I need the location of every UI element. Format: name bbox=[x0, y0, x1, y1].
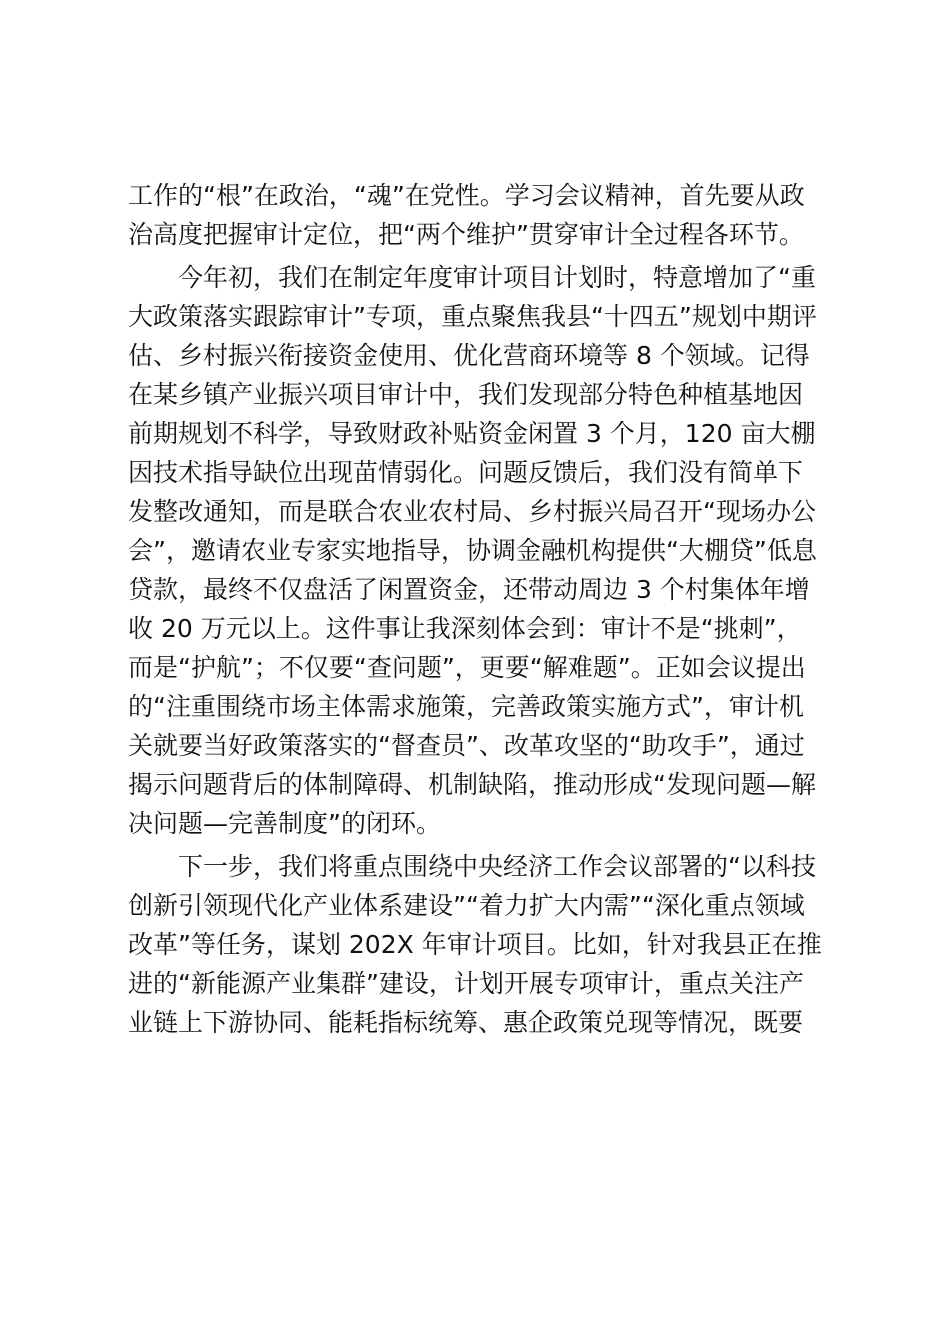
text-line: 收 20 万元以上。这件事让我深刻体会到：审计不是“挑刺”， bbox=[128, 614, 802, 643]
text-line: 会”，邀请农业专家实地指导，协调金融机构提供“大棚贷”低息 bbox=[128, 536, 817, 565]
paragraph-start-line: 今年初，我们在制定年度审计项目计划时，特意增加了“重 bbox=[128, 263, 816, 292]
text-line: 大政策落实跟踪审计”专项，重点聚焦我县“十四五”规划中期评 bbox=[128, 302, 817, 331]
text-line: 估、乡村振兴衔接资金使用、优化营商环境等 8 个领域。记得 bbox=[128, 341, 810, 370]
text-line: 关就要当好政策落实的“督查员”、改革攻坚的“助攻手”，通过 bbox=[128, 731, 805, 760]
text-line: 发整改通知，而是联合农业农村局、乡村振兴局召开“现场办公 bbox=[128, 497, 816, 526]
text-line: 贷款，最终不仅盘活了闲置资金，还带动周边 3 个村集体年增 bbox=[128, 575, 810, 604]
text-line: 因技术指导缺位出现苗情弱化。问题反馈后，我们没有简单下 bbox=[128, 458, 804, 487]
text-line: 在某乡镇产业振兴项目审计中，我们发现部分特色种植基地因 bbox=[128, 380, 804, 409]
text-line: 治高度把握审计定位，把“两个维护”贯穿审计全过程各环节。 bbox=[128, 220, 804, 249]
body-text bbox=[128, 176, 833, 1042]
text-line: 工作的“根”在政治，“魂”在党性。学习会议精神，首先要从政 bbox=[128, 181, 805, 210]
text-line: 的“注重围绕市场主体需求施策，完善政策实施方式”，审计机 bbox=[128, 692, 804, 721]
text-line: 前期规划不科学，导致财政补贴资金闲置 3 个月，120 亩大棚 bbox=[128, 419, 816, 448]
text-line: 揭示问题背后的体制障碍、机制缺陷，推动形成“发现问题—解 bbox=[128, 770, 816, 799]
text-line: 创新引领现代化产业体系建设”“着力扩大内需”“深化重点领域 bbox=[128, 891, 805, 920]
text-line: 业链上下游协同、能耗指标统筹、惠企政策兑现等情况，既要 bbox=[128, 1008, 804, 1037]
paragraph-start-line: 下一步，我们将重点围绕中央经济工作会议部署的“以科技 bbox=[128, 852, 816, 881]
text-line: 决问题—完善制度”的闭环。 bbox=[128, 809, 441, 838]
text-line: 而是“护航”；不仅要“查问题”，更要“解难题”。正如会议提出 bbox=[128, 653, 806, 682]
text-line: 改革”等任务，谋划 202X 年审计项目。比如，针对我县正在推 bbox=[128, 930, 822, 959]
text-line: 进的“新能源产业集群”建设，计划开展专项审计，重点关注产 bbox=[128, 969, 804, 998]
